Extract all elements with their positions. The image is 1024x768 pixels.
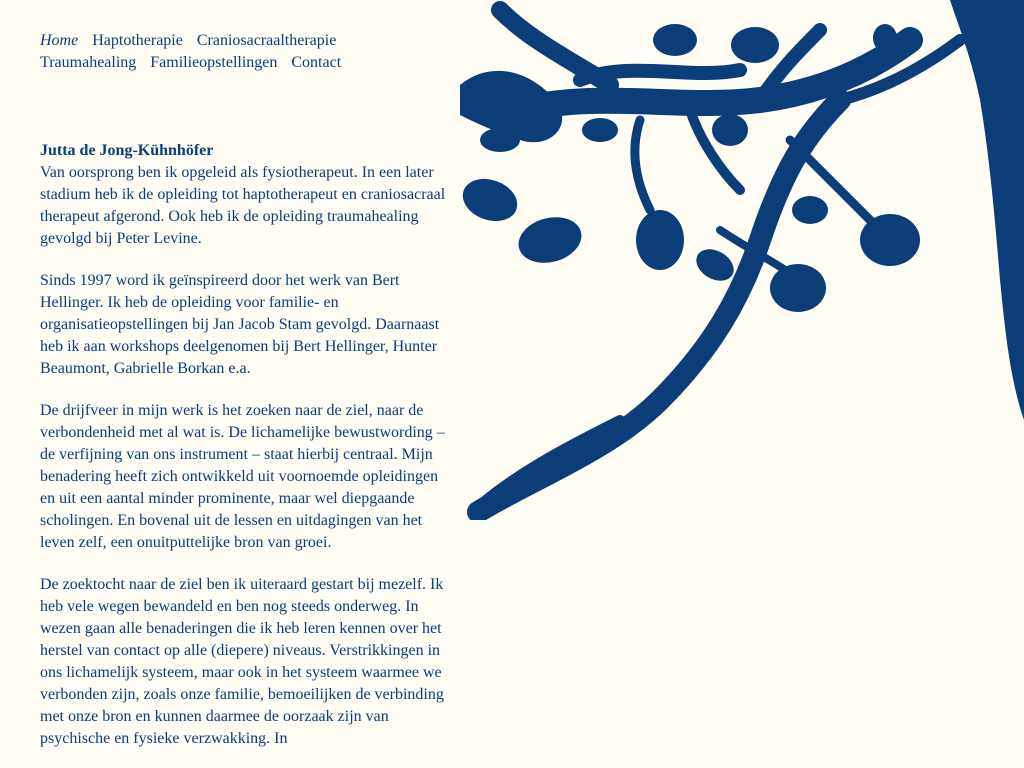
nav-traumahealing-link[interactable]: Traumahealing bbox=[40, 54, 137, 71]
article bbox=[40, 140, 450, 750]
nav-craniosacraaltherapie-link[interactable]: Craniosacraaltherapie bbox=[196, 32, 337, 49]
nav-home-link[interactable]: Home bbox=[40, 32, 79, 49]
main-column bbox=[40, 30, 450, 768]
article-paragraph: Sinds 1997 word ik geïnspireerd door het werk van Bert Hellinger. Ik heb de opleiding voor familie- en organisatieopstellingen bij Jan Jacob Stam gevolgd. Daarnaast heb ik aan workshops deelgenomen bij Bert Hellinger, Hunter Beaumont, Gabrielle Borkan e.a. bbox=[40, 272, 440, 377]
nav-haptotherapie-link[interactable]: Haptotherapie bbox=[92, 32, 183, 49]
nav-contact-link[interactable]: Contact bbox=[291, 54, 342, 71]
tree-branch-silhouette-icon bbox=[460, 0, 1024, 520]
article-paragraph: Van oorsprong ben ik opgeleid als fysiotherapeut. In een later stadium heb ik de opleiding tot haptotherapeut en craniosacraal therapeut afgerond. Ook heb ik de opleiding traumahealing gevolgd bij Peter Levine. bbox=[40, 164, 446, 247]
main-navigation bbox=[40, 30, 450, 74]
article-paragraph: De zoektocht naar de ziel ben ik uiteraard gestart bij mezelf. Ik heb vele wegen bewandeld en ben nog steeds onderweg. In wezen gaan alle benaderingen die ik heb leren kennen over het herstel van contact op alle (diepere) niveaus. Verstrikkingen in ons lichamelijk systeem, maar ook in het systeem waarmee we verbonden zijn, zoals onze familie, bemoeilijken de verbinding met onze bron en kunnen daarmee de oorzaak zijn van psychische en fysieke verzwakking. In bbox=[40, 576, 444, 747]
article-paragraph: De drijfveer in mijn werk is het zoeken naar de ziel, naar de verbondenheid met al wat is. De lichamelijke bewustwording – de verfijning van ons instrument – staat hierbij centraal. Mijn benadering heeft zich ontwikkeld uit voornoemde opleidingen en uit een aantal minder prominente, maar wel diepgaande scholingen. En bovenal uit de lessen en uitdagingen van het leven zelf, een onuitputtelijke bron van groei. bbox=[40, 402, 445, 551]
article-heading: Jutta de Jong-Kühnhöfer bbox=[40, 142, 214, 159]
nav-familieopstellingen-link[interactable]: Familieopstellingen bbox=[150, 54, 278, 71]
